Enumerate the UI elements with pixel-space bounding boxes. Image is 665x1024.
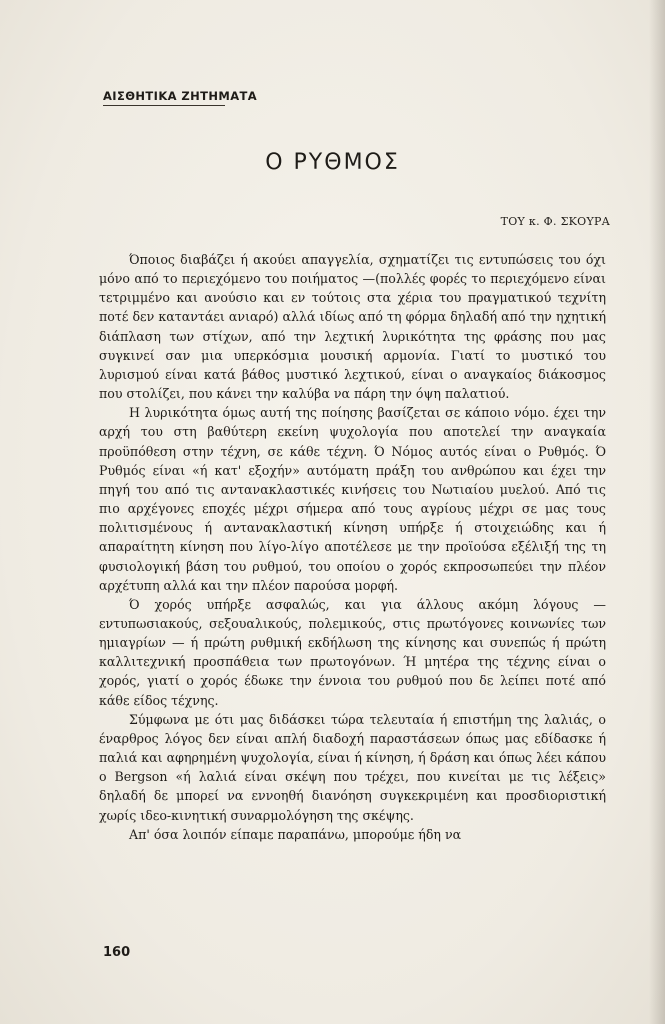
paragraph: Ό χορός υπήρξε ασφαλώς, και για άλλους ακόμη λόγους — εντυπωσιακούς, σεξουαλικούς, πολεμικούς, στις πρωτόγονες κοινωνίες των ημιαγρίων — ή πρώτη ρυθμική εκδήλωση της κίνησης και συνεπώς ή πρώτη καλλιτεχνική προσπάθεια των πρωτογόνων. Ή μητέρα της τέχνης είναι ο χορός, γιατί ο χορός έδωκε την έννοια του ρυθμού που δε λείπει ποτέ από κάθε είδος τέχνης.	[99, 596, 606, 708]
article-body	[99, 250, 606, 844]
author-byline: ΤΟΥ κ. Φ. ΣΚΟΥΡΑ	[500, 215, 610, 228]
page-number: 160	[103, 945, 131, 960]
paragraph: Απ' όσα λοιπόν είπαμε παραπάνω, μπορούμε ήδη να	[129, 826, 462, 842]
article-title: Ο ΡΥΘΜΟΣ	[265, 150, 400, 175]
running-head: ΑΙΣΘΗΤΙΚΑ ΖΗΤΗΜΑΤΑ	[103, 89, 258, 103]
paragraph: Σύμφωνα με ότι μας διδάσκει τώρα τελευταία ή επιστήμη της λαλιάς, ο έναρθρος λόγος δεν είναι απλή διαδοχή παραστάσεων όπως μας εδίδασκε ή παλιά και αφηρημένη ψυχολογία, είναι ή κίνηση, ή δράση και όπως λέει κάπου ο Bergson «ή λαλιά είναι σκέψη που τρέχει, που κινείται με τις λέξεις» δηλαδή δε μπορεί να εννοηθή διανόηση συγκεκριμένη και προσδιοριστική χωρίς ιδεο-κινητική συναρμολόγηση της σκέψης.	[99, 711, 606, 823]
paragraph: Όποιος διαβάζει ή ακούει απαγγελία, σχηματίζει τις εντυπώσεις του όχι μόνο από το περιεχόμενο του ποιήματος —(πολλές φορές το περιεχόμενο είναι τετριμμένο και ανούσιο και εν τούτοις στα χέρια του πραγματικού τεχνίτη ποτέ δεν καταντάει ανιαρό) αλλά ιδίως από τη φόρμα δηλαδή από την ηχητική διάπλαση των στίχων, από την λεχτική λυρικότητα της φράσης που μας συγκινεί σαν μια υπερκόσμια μουσική αρμονία. Γιατί το μυστικό του λυρισμού είναι κατά βάθος μυστικό λεχτικού, είναι ο αναγκαίος διάκοσμος που στολίζει, που κάνει την καλύβα να πάρη την όψη παλατιού.	[99, 252, 606, 402]
paragraph: Η λυρικότητα όμως αυτή της ποίησης βασίζεται σε κάποιο νόμο. έχει την αρχή του στη βαθύτερη εκείνη ψυχολογία που αποτελεί την αναγκαία προϋπόθεση στην τέχνη, σε κάθε τέχνη. Ό Νόμος αυτός είναι ο Ρυθμός. Ό Ρυθμός είναι «ή κατ' εξοχήν» αυτόματη πράξη του ανθρώπου και έχει την πηγή του από τις αντανακλαστικές κινήσεις του Νωτιαίου μυελού. Από τις πιο αρχέγονες εποχές μέχρι σήμερα από τους αγρίους μέχρι σε μας τους πολιτισμένους ή αντανακλαστική κίνηση υπήρξε ή στοιχειώδης και ή απαραίτητη κίνηση που λίγο-λίγο αποτέλεσε με την προϊούσα εξέλιξή της τη φυσιολογική βάση του ρυθμού, του οποίου ο χορός εκπροσωπεύει την πλέον αρχέτυπη αλλά και την πλέον παρούσα μορφή.	[99, 405, 606, 593]
running-head-rule	[103, 105, 225, 106]
